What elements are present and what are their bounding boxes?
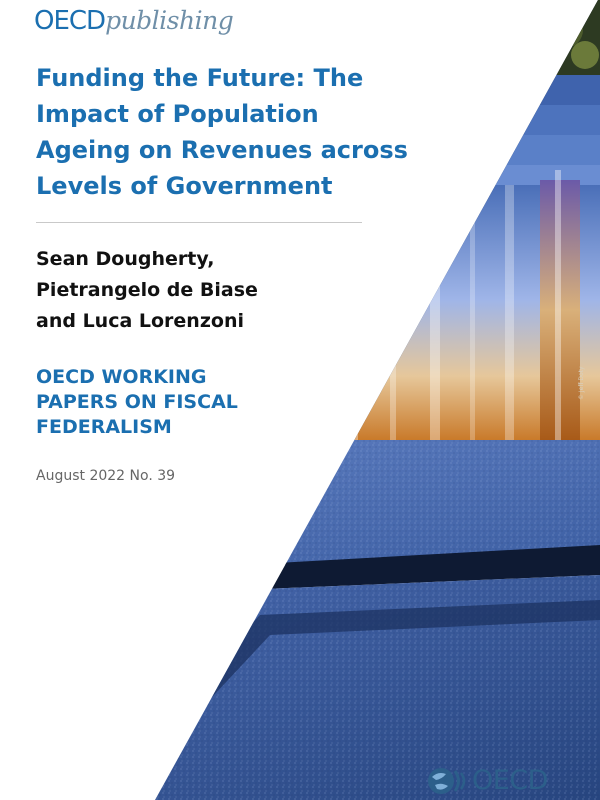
oecd-globe-icon — [426, 765, 470, 797]
title-line: Levels of Government — [36, 172, 333, 200]
oecd-footer-logo — [426, 765, 586, 797]
issue-date-number: August 2022 No. 39 — [36, 468, 176, 484]
series-line: OECD WORKING — [36, 366, 207, 388]
author-line: Pietrangelo de Biase — [36, 279, 258, 301]
page-title — [36, 60, 416, 204]
photo-credit: © Jeff Doty — [578, 366, 585, 400]
oecd-publishing-logo — [34, 6, 233, 36]
title-divider — [36, 222, 362, 223]
logo-brand: OECD — [34, 6, 106, 36]
author-line: Sean Dougherty, — [36, 248, 215, 270]
logo-suffix: publishing — [105, 6, 234, 35]
series-line: FEDERALISM — [36, 416, 172, 438]
title-line: Impact of Population — [36, 100, 319, 128]
series-title — [36, 365, 296, 440]
author-line: and Luca Lorenzoni — [36, 310, 244, 332]
oecd-footer-wordmark: OECD — [472, 765, 548, 796]
title-line: Ageing on Revenues across — [36, 136, 408, 164]
series-line: PAPERS ON FISCAL — [36, 391, 238, 413]
title-line: Funding the Future: The — [36, 64, 364, 92]
authors — [36, 244, 356, 337]
